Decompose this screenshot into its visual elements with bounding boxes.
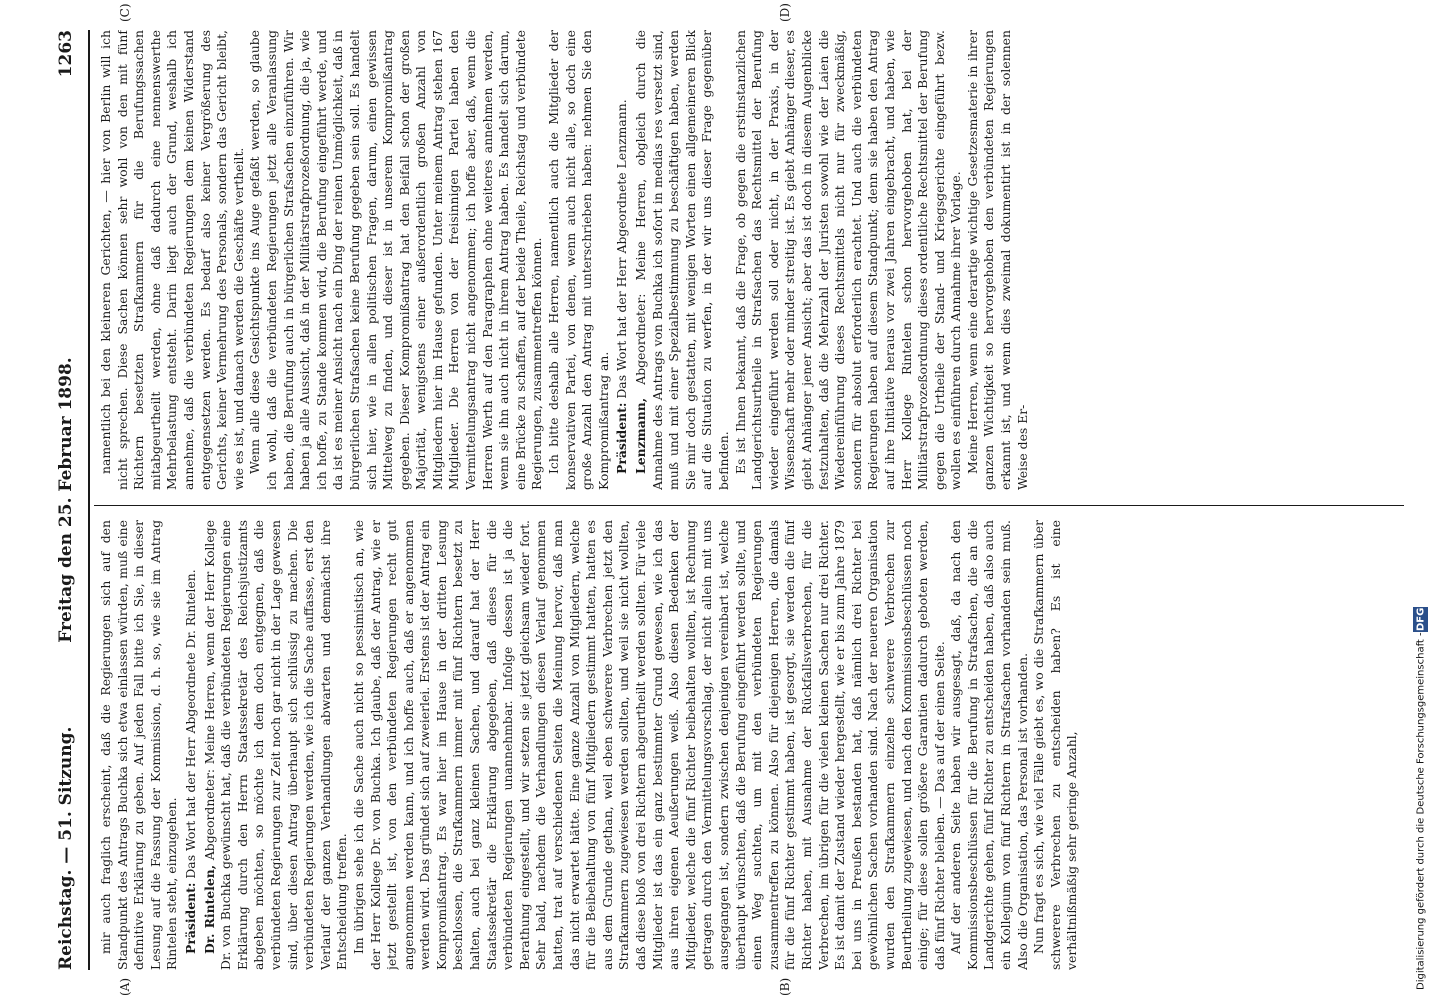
paragraph <box>546 30 612 490</box>
paragraph-text: Das Wort hat der Herr Abgeordnete Lenzmann. <box>614 99 630 399</box>
speaker-paragraph <box>183 520 200 970</box>
paragraph-text: Im übrigen sehe ich die Sache auch nicht so pessimistisch an, wie der Herr Kollege Dr. von Buchka. Ich glaube, daß der Antrag, wie er jetzt gestellt ist, von den verbündeten Regierungen recht gut angenommen werden kann, und ich hoffe auch, daß er angenommen werden wird. Das gründet sich auf zweierlei. Erstens ist der Antrag ein Kompromißantrag. Es war hier im Hause in der dritten Lesung beschlossen, die Strafkammern immer mit fünf Richtern besetzt zu halten, auch bei ganz kleinen Sachen, und darauf hat der Herr Staatssekretär die Erklärung abgegeben, daß dieses für die verbündeten Regierungen unannehmbar. Infolge dessen ist ja die Berathung eingestellt, und wir setzen sie jetzt gleichsam wieder fort. Sehr bald, nachdem die Verhandlungen diesen Verlauf genommen hatten, trat auf verschiedenen Seiten die Meinung hervor, daß man das nicht erwartet hätte. Eine ganze Anzahl von Mitgliedern, welche für die Beibehaltung von fünf Mitgliedern gestimmt hatten, hatten es aus dem Grunde gethan, weil eben schwerere Verbrechen jetzt den Strafkammern zugewiesen werden sollten, und weil sie nicht wollten, daß diese bloß von drei Richtern abgeurtheilt werden sollten. Für viele Mitglieder ist das ein ganz bestimmter Grund gewesen, wie ich das aus ihren eigenen Aeußerungen weiß. Also diesen Bedenken der Mitglieder, welche die fünf Richter beibehalten wollten, ist Rechnung getragen durch den Vermittelungsvorschlag, der nicht allein mit uns ausgegangen ist, sondern zwischen denjenigen vereinbart ist, welche überhaupt wünschten, daß die Berufung eingeführt werden sollte, und einen Weg suchten, um mit den verbündeten Regierungen zusammentreffen zu können. Also für diejenigen Herren, die damals für die fünf Richter gestimmt haben, ist gesorgt, sie werden die fünf Richter haben, mit Ausnahme der Rückfallsverbrechen, für die Verbrechen, im übrigen für die vielen kleinen Sachen nur drei Richter. Es ist damit der Zustand wieder hergestellt, wie er bis zum Jahre 1879 bei uns in Preußen bestanden hat, daß nämlich drei Richter bei gewöhnlichen Sachen vorhanden sind. Nach der neueren Organisation wurden den Strafkammern einzelne schwerere Verbrechen zur Beurtheilung zugewiesen, und nach den Kommissionsbeschlüssen noch einige; für diese sollen größere Garantien dadurch geboten werden, daß fünf Richter bleiben. — Das auf der einen Seite. <box>350 520 947 970</box>
speaker-paragraph <box>202 520 351 970</box>
margin-marker-d: (D) <box>778 3 792 22</box>
paragraph-text: Abgeordneter: Meine Herren, wenn der Herr Kollege Dr. von Buchka gewünscht hat, daß die verbündeten Regierungen eine Erklärung durch den Herrn Staatssekretär des Reichsjustizamts abgeben möchten, so möchte ich dem doch entgegnen, daß die verbündeten Regierungen zur Zeit noch gar nicht in der Lage gewesen sind, über diesen Antrag überhaupt sich schlüssig zu machen. Die verbündeten Regierungen werden, wie ich die Sache auffasse, erst den Verlauf der ganzen Verhandlungen abwarten und demnächst ihre Entscheidung treffen. <box>201 520 350 970</box>
left-column <box>98 520 1398 970</box>
paragraph-text: Das Wort hat der Herr Abgeordnete Dr. Rintelen. <box>182 569 198 879</box>
page-header <box>48 30 88 970</box>
paragraph <box>1031 520 1081 970</box>
paragraph <box>965 30 1031 490</box>
paragraph-text: Ich bitte deshalb alle Herren, namentlich auch die Mitglieder der konservativen Partei, von denen, wenn auch nicht alle, so doch eine große Anzahl den Antrag mit unterschrieben haben: nehmen Sie den Kompromißantrag an. <box>546 30 611 490</box>
paragraph-text: Meine Herren, wenn eine derartige wichtige Gesetzesmaterie in ihrer ganzen Wichtigkeit so hervorgehoben den verbündeten Regierungen erkannt ist, und wenn dies zweimal dokumentirt ist in der solennen Weise des Er- <box>964 30 1030 490</box>
speaker-name: Präsident: <box>614 402 630 474</box>
dfg-logo: DFG <box>1415 608 1427 632</box>
paragraph <box>98 520 181 970</box>
speaker-paragraph <box>633 30 733 490</box>
paragraph <box>948 520 1031 970</box>
speaker-name: Lenzmann, <box>633 397 648 474</box>
paragraph <box>351 520 948 970</box>
paragraph-text: Auf der anderen Seite haben wir ausgesagt, daß, da nach den Kommissionsbeschlüssen für die Berufung in Strafsachen, die an die Landgerichte gehen, fünf Richter zu entscheiden haben, daß also auch ein Kollegium von fünf Richtern in Strafsachen vorhanden sein muß. Also die Organisation, das Personal ist vorhanden. <box>948 520 1030 970</box>
paragraph <box>247 30 546 490</box>
speaker-name: Präsident: <box>182 882 198 954</box>
paragraph-text: Wenn alle diese Gesichtspunkte ins Auge gefaßt werden, so glaube ich wohl, daß die verbündeten Regierungen jetzt alle Veranlassung haben, die Berufung auch in bürgerlichen Strafsachen einzuführen. Wir haben ja alle Aussicht, daß in der Militärstrafprozeßordnung, die ja, wie ich hoffe, zu Stande kommen wird, die Berufung eingeführt werde, und da ist es meiner Ansicht nach ein Ding der reinen Unmöglichkeit, daß in bürgerlichen Strafsachen keine Berufung gegeben sein soll. Es handelt sich hier, wie in allen politischen Fragen, darum, einen gewissen Mittelweg zu finden, und dieser ist in unserem Kompromißantrag gegeben. Dieser Kompromißantrag hat den Beifall schon der großen Majorität, wenigstens einer außerordentlich großen Anzahl von Mitgliedern hier im Hause gefunden. Unter meinem Antrag stehen 167 Mitglieder. Die Herren von der freisinnigen Partei haben den Vermittelungsantrag nicht angenommen; ich hoffe aber, daß, wenn die Herren Werth auf den Paragraphen ohne weiteres annehmen werden, wenn sie ihn auch nicht in ihrem Antrag haben. Es handelt sich darum, eine Brücke zu schaffen, auf der beide Theile, Reichstag und verbündete Regierungen, zusammentreffen können. <box>247 30 545 490</box>
digitization-note <box>1410 10 1432 990</box>
paragraph <box>98 30 247 490</box>
header-left: Reichstag. — 51. Sitzung. <box>56 726 76 970</box>
paragraph-text: Nun fragt es sich, wie viel Fälle giebt es, wo die Strafkammern über schwerere Verbrechen zu entscheiden haben? Es ist eine verhältnißmäßig sehr geringe Anzahl, <box>1031 520 1080 970</box>
paragraph-text: namentlich bei den kleineren Gerichten, — hier von Berlin will ich nicht sprechen. Diese Sachen können sehr wohl von den mit fünf Richtern besetzten Strafkammern für die Berufungssachen mitabgeurtheilt werden, ohne daß dadurch eine nennenswerthe Mehrbelastung entsteht. Darin liegt auch der Grund, weshalb ich annehme, daß die verbündeten Regierungen dem keinen Widerstand entgegensetzen werden. Es bedarf also keiner Vergrößerung des Gerichts, keiner Vermehrung des Personals, sondern das Gericht bleibt, wie es ist, und danach werden die Geschäfte vertheilt. <box>98 30 246 490</box>
right-column <box>98 30 1398 490</box>
header-rule <box>88 30 90 970</box>
digitization-text: Digitalisierung gefördert durch die Deutsche Forschungsgemeinschaft - <box>1415 632 1427 990</box>
paragraph-text: mir auch fraglich erscheint, daß die Regierungen sich auf den Standpunkt des Antrags Buchka sich etwa einlassen würden, muß eine definitive Erklärung zu geben. Auf jeden Fall bitte ich Sie, in dieser Lesung auf die Fassung der Kommission, d. h. so, wie sie im Antrag Rintelen steht, einzugehen. <box>98 520 180 970</box>
page-number: 1263 <box>56 30 76 78</box>
paragraph-text: Abgeordneter: Meine Herren, obgleich durch die Annahme des Antrags von Buchka ich sofort in medias res versetzt sind, muß und mit einer Spezialbestimmung zu beschäftigen haben, werden Sie mir doch gestatten, mit wenigen Worten einen allgemeineren Blick auf die Situation zu werfen, in der wir uns dieser Frage gegenüber befinden. <box>633 30 731 490</box>
document-page <box>48 3 1408 996</box>
paragraph-text: Es ist Ihnen bekannt, daß die Frage, ob gegen die erstinstanzlichen Landgerichtsurtheile in Strafsachen das Rechtsmittel der Berufung wieder eingeführt werden soll oder nicht, in der Praxis, in der Wissenschaft mehr oder minder streitig ist. Es giebt Anhänger dieser, es giebt Anhänger jener Ansicht; aber das ist doch in diesem Augenblicke festzuhalten, daß die Mehrzahl der Juristen sowohl wie der Laien die Wiedereinführung dieses Rechtsmittels nicht nur für zweckmäßig, sondern für absolut erforderlich erachtet. Und auch die verbündeten Regierungen haben auf diesem Standpunkt; denn sie haben den Antrag auf ihre Initiative heraus vor zwei Jahren eingebracht, und haben, wie Herr Kollege Rintelen schon hervorgehoben hat, bei der Militärstrafprozeßordnung dieses ordentliche Rechtsmittel der Berufung gegen die Urtheile der Stand- und Kriegsgerichte eingeführt bezw. wollen es einführen durch Annahme ihrer Vorlage. <box>732 30 964 490</box>
margin-marker-c: (C) <box>118 3 132 22</box>
speaker-paragraph <box>614 30 631 490</box>
margin-marker-a: (A) <box>118 977 132 996</box>
column-divider <box>94 505 1404 506</box>
header-date: Freitag den 25. Februar 1898. <box>56 357 76 643</box>
speaker-name: Dr. Rintelen, <box>201 864 217 954</box>
margin-marker-b: (B) <box>778 977 792 996</box>
paragraph <box>733 30 965 490</box>
